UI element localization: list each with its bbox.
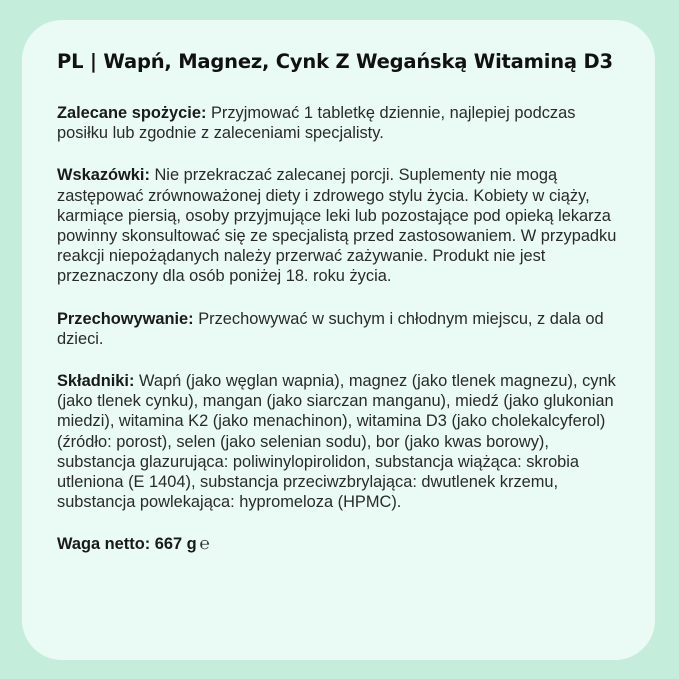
estimated-sign-icon: ℮	[199, 534, 210, 555]
ingredients-section	[57, 371, 621, 512]
ingredients-label: Składniki:	[57, 372, 135, 391]
product-info-card	[22, 20, 655, 660]
usage-text: Przyjmować 1 tabletkę dziennie, najlepiej podczas posiłku lub zgodnie z zaleceniami specjalisty.	[57, 104, 576, 143]
storage-text: Przechowywać w suchym i chłodnym miejscu, z dala od dzieci.	[57, 309, 604, 348]
net-weight-text: Waga netto: 667 g	[57, 535, 197, 554]
usage-label: Zalecane spożycie:	[57, 104, 207, 122]
product-title: PL | Wapń, Magnez, Cynk Z Wegańską Witaminą D3	[57, 50, 613, 73]
usage-section	[57, 103, 621, 143]
storage-label: Przechowywanie:	[57, 309, 194, 328]
warnings-label: Wskazówki:	[57, 166, 150, 185]
storage-section	[57, 309, 621, 349]
warnings-text: Nie przekraczać zalecanej porcji. Suplementy nie mogą zastępować zrównoważonej diety i zdrowego stylu życia. Kobiety w ciąży, karmiące piersią, osoby przyjmujące leki lub pozostające pod opieką lekarza powinny skonsultować się ze specjalistą przed zastosowaniem. W przypadku reakcji niepożądanych należy przerwać zażywanie. Produkt nie jest przeznaczony dla osób poniżej 18. roku życia.	[57, 166, 617, 286]
net-weight	[57, 534, 621, 554]
warnings-section	[57, 165, 621, 286]
ingredients-text: Wapń (jako węglan wapnia), magnez (jako tlenek magnezu), cynk (jako tlenek cynku), mangan (jako siarczan manganu), miedź (jako glukonian miedzi), witamina K2 (jako menachinon), witamina D3 (jako cholekalcyferol) (źródło: porost), selen (jako selenian sodu), bor (jako kwas borowy), substancja glazurująca: poliwinylopirolidon, substancja wiążąca: skrobia utleniona (E 1404), substancja przeciwzbrylająca: dwutlenek krzemu, substancja powlekająca: hypromeloza (HPMC).	[57, 372, 616, 512]
